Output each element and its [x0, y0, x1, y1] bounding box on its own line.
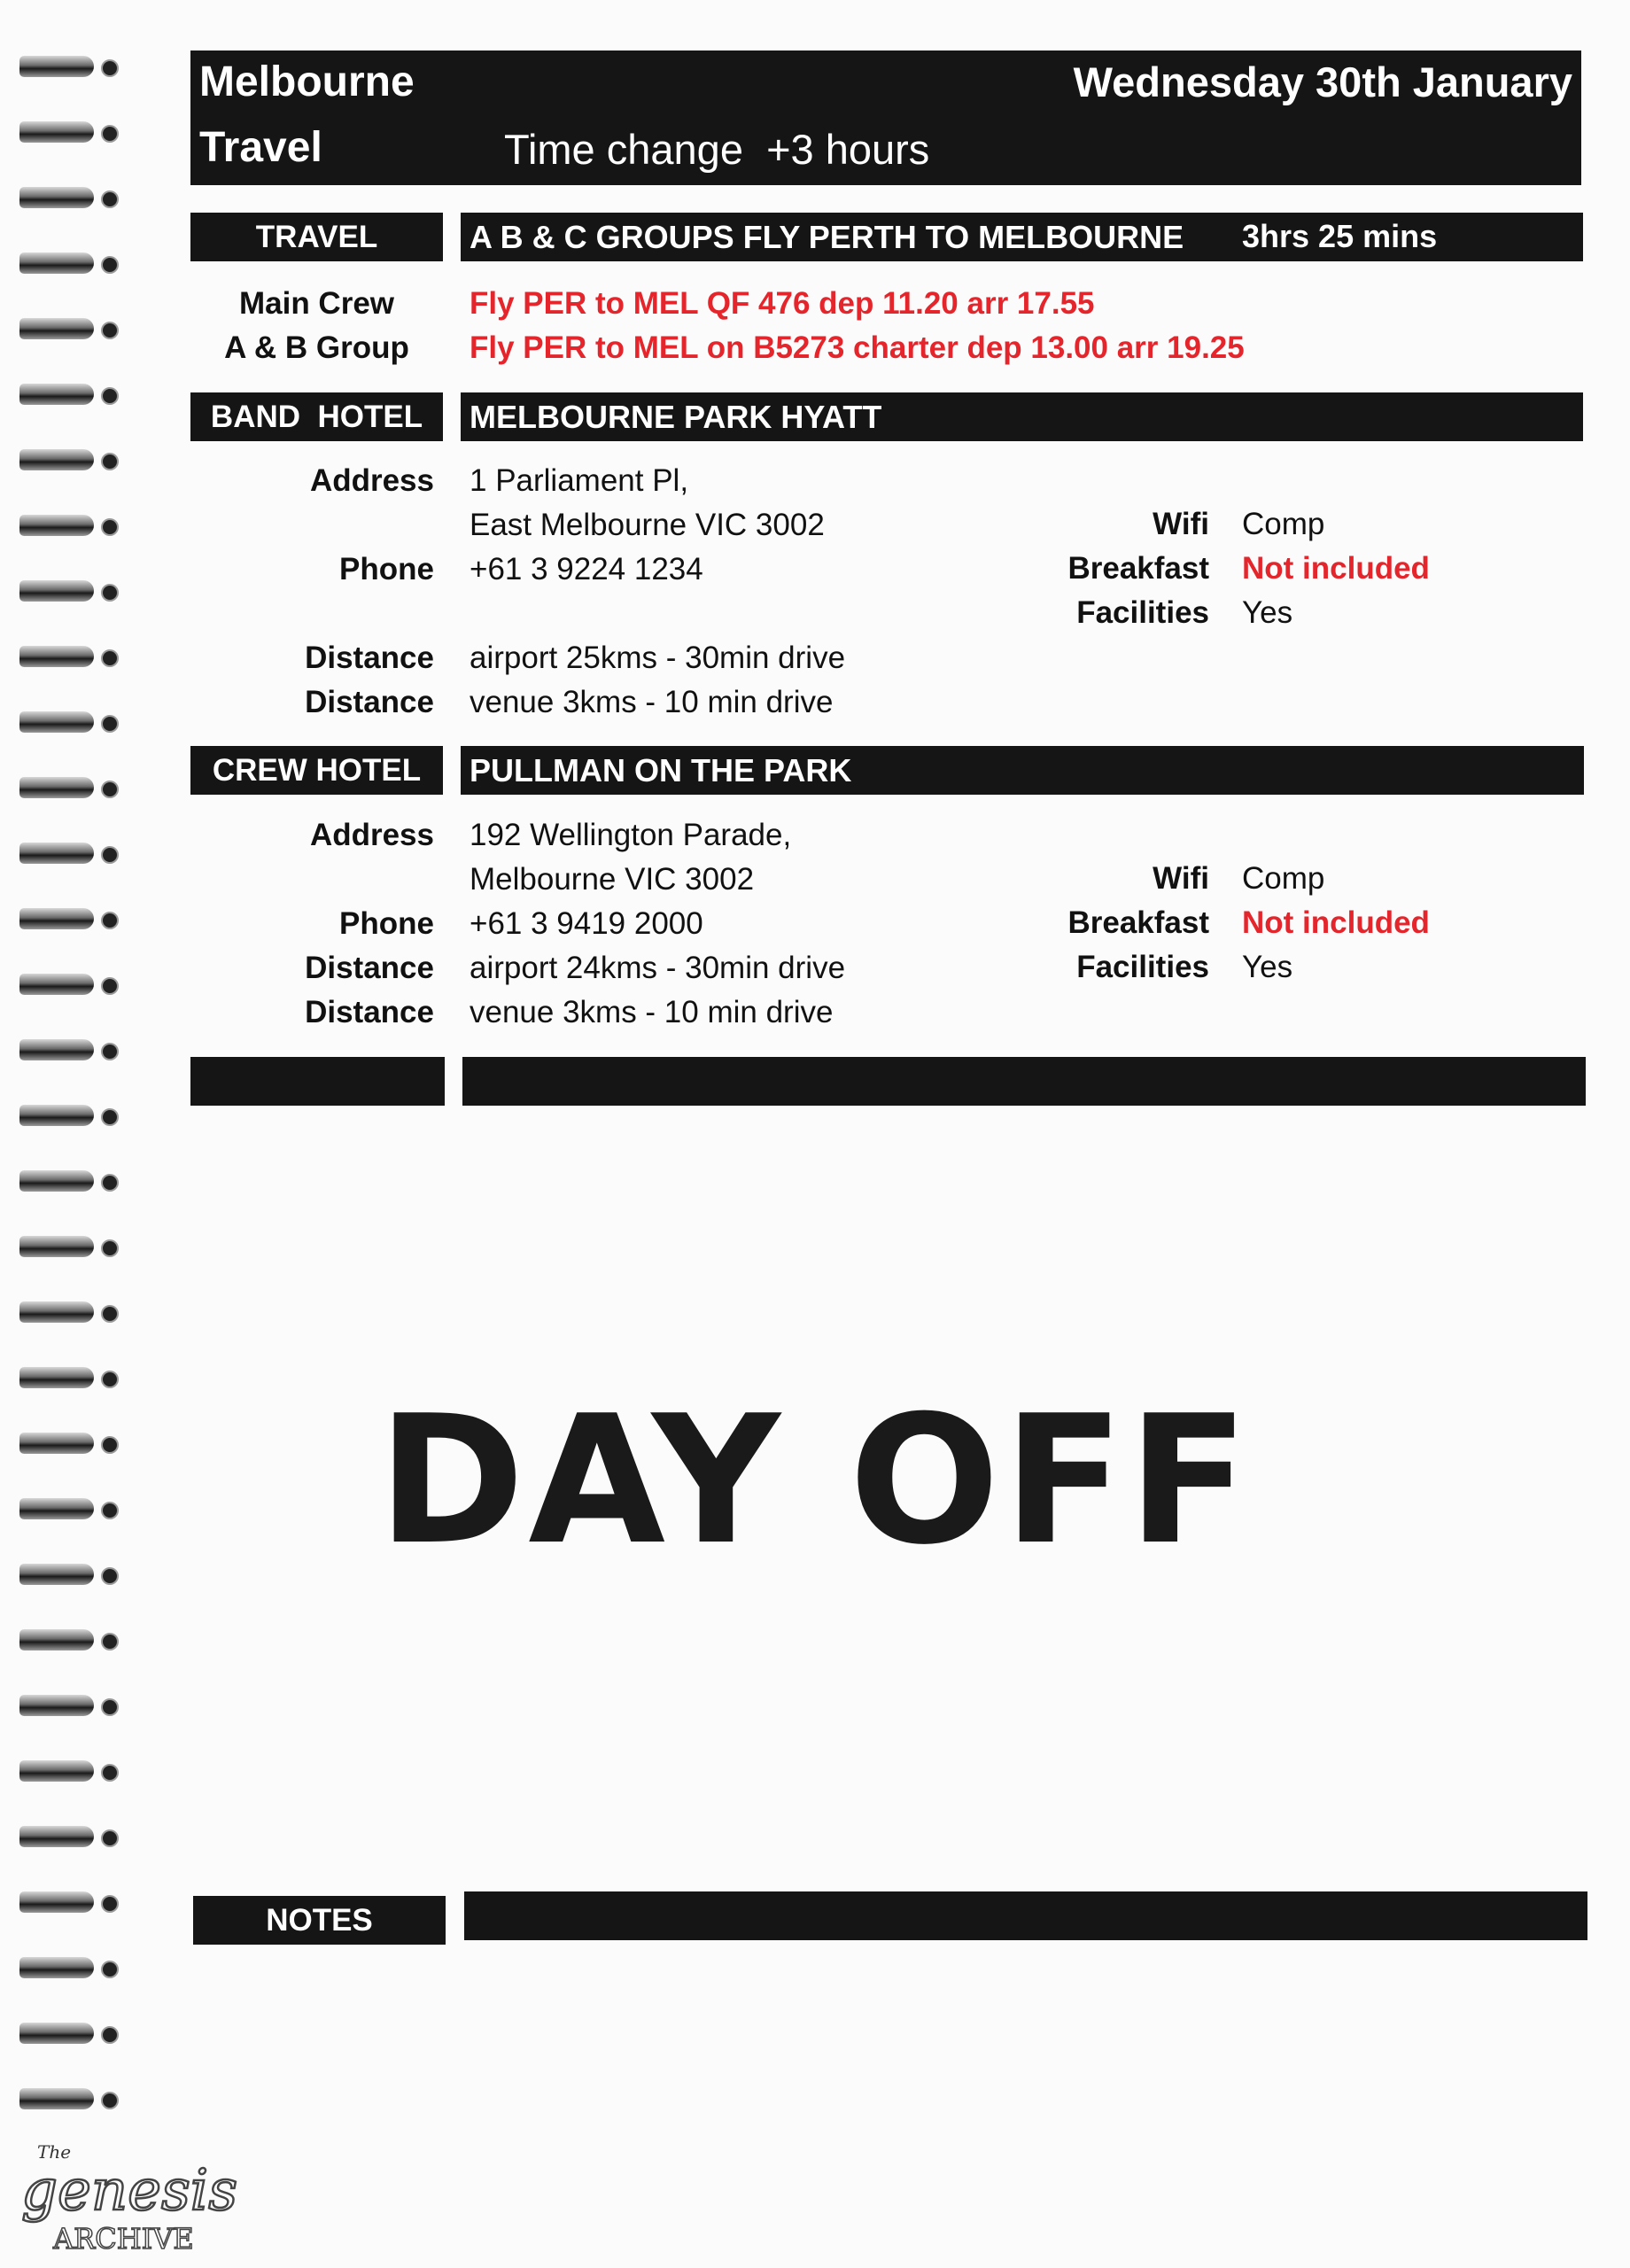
travel-flight: Fly PER to MEL QF 476 dep 11.20 arr 17.55: [470, 286, 1095, 321]
crew-distance-airport: airport 24kms - 30min drive: [470, 951, 846, 985]
band-breakfast: Not included: [1242, 551, 1430, 586]
spiral-coil: [19, 49, 115, 84]
spiral-coil: [19, 704, 115, 740]
notes-label: NOTES: [193, 1896, 446, 1945]
crew-distance-label: Distance: [305, 995, 434, 1029]
spiral-coil: [19, 2081, 115, 2117]
spiral-coil: [19, 573, 115, 609]
band-phone: +61 3 9224 1234: [470, 552, 703, 586]
spiral-coil: [19, 1688, 115, 1723]
spiral-coil: [19, 1098, 115, 1133]
header-city: Melbourne: [199, 58, 415, 105]
band-hotel-label: BAND HOTEL: [190, 392, 443, 441]
spiral-coil: [19, 245, 115, 281]
svg-text:The: The: [37, 2144, 72, 2163]
day-off-text: DAY OFF: [377, 1378, 1253, 1584]
band-wifi: Comp: [1242, 507, 1325, 541]
spiral-coil: [19, 1819, 115, 1854]
travel-flight: Fly PER to MEL on B5273 charter dep 13.00 arr 19.25: [470, 330, 1245, 365]
crew-breakfast-label: Breakfast: [1067, 905, 1209, 940]
travel-who: A & B Group: [224, 330, 409, 365]
travel-who: Main Crew: [238, 286, 395, 321]
band-address-line1: 1 Parliament Pl,: [470, 463, 689, 498]
spiral-coil: [19, 1950, 115, 1985]
crew-facilities: Yes: [1242, 950, 1293, 984]
band-facilities: Yes: [1242, 595, 1293, 630]
spiral-coil: [19, 835, 115, 871]
spiral-coil: [19, 1229, 115, 1264]
travel-title-bar: [461, 213, 1583, 261]
spiral-coil: [19, 2016, 115, 2051]
spiral-coil: [19, 639, 115, 674]
crew-wifi-label: Wifi: [1153, 861, 1209, 896]
spiral-coil: [19, 114, 115, 150]
crew-breakfast: Not included: [1242, 905, 1430, 940]
svg-text:genesis: genesis: [21, 2158, 238, 2224]
crew-address-label: Address: [309, 818, 434, 852]
crew-address-line1: 192 Wellington Parade,: [470, 818, 792, 852]
spiral-coil: [19, 180, 115, 215]
band-hotel-name: MELBOURNE PARK HYATT: [461, 392, 1583, 441]
band-phone-label: Phone: [339, 552, 434, 586]
crew-address-line2: Melbourne VIC 3002: [470, 862, 755, 897]
spiral-coil: [19, 1753, 115, 1789]
crew-facilities-label: Facilities: [1076, 950, 1209, 984]
spiral-coil: [19, 1884, 115, 1920]
header-day-type: Travel: [199, 124, 322, 171]
travel-title: A B & C GROUPS FLY PERTH TO MELBOURNE: [470, 218, 1184, 255]
page-header: [190, 50, 1581, 185]
band-address-line2: East Melbourne VIC 3002: [470, 508, 825, 542]
crew-distance-label: Distance: [305, 951, 434, 985]
band-distance-label: Distance: [305, 685, 434, 719]
empty-title-bar: [462, 1057, 1586, 1106]
crew-phone: +61 3 9419 2000: [470, 906, 703, 941]
travel-duration: 3hrs 25 mins: [1242, 218, 1438, 254]
spiral-coil: [19, 311, 115, 346]
empty-label-bar: [190, 1057, 445, 1106]
band-breakfast-label: Breakfast: [1067, 551, 1209, 586]
band-address-label: Address: [309, 463, 434, 498]
spiral-coil: [19, 508, 115, 543]
spiral-coil: [19, 770, 115, 805]
band-distance-label: Distance: [305, 641, 434, 675]
crew-distance-venue: venue 3kms - 10 min drive: [470, 995, 834, 1029]
crew-hotel-name: PULLMAN ON THE PARK: [461, 746, 1584, 795]
spiral-coil: [19, 1163, 115, 1199]
header-time-change: Time change +3 hours: [504, 126, 930, 173]
band-distance-airport: airport 25kms - 30min drive: [470, 641, 846, 675]
spiral-coil: [19, 1294, 115, 1330]
spiral-coil: [19, 1622, 115, 1658]
notes-bar: [464, 1891, 1587, 1940]
svg-text:ARCHIVE: ARCHIVE: [53, 2222, 194, 2256]
band-wifi-label: Wifi: [1153, 507, 1209, 541]
spiral-coil: [19, 967, 115, 1002]
spiral-coil: [19, 901, 115, 936]
band-distance-venue: venue 3kms - 10 min drive: [470, 685, 834, 719]
crew-hotel-label: CREW HOTEL: [190, 746, 443, 795]
travel-label: TRAVEL: [190, 213, 443, 261]
spiral-coil: [19, 377, 115, 412]
band-facilities-label: Facilities: [1076, 595, 1209, 630]
archive-logo: [18, 2144, 239, 2259]
spiral-coil: [19, 1032, 115, 1068]
spiral-binding: [0, 0, 124, 2268]
header-date: Wednesday 30th January: [1073, 58, 1572, 105]
crew-wifi: Comp: [1242, 861, 1325, 896]
spiral-coil: [19, 442, 115, 478]
crew-phone-label: Phone: [339, 906, 434, 941]
